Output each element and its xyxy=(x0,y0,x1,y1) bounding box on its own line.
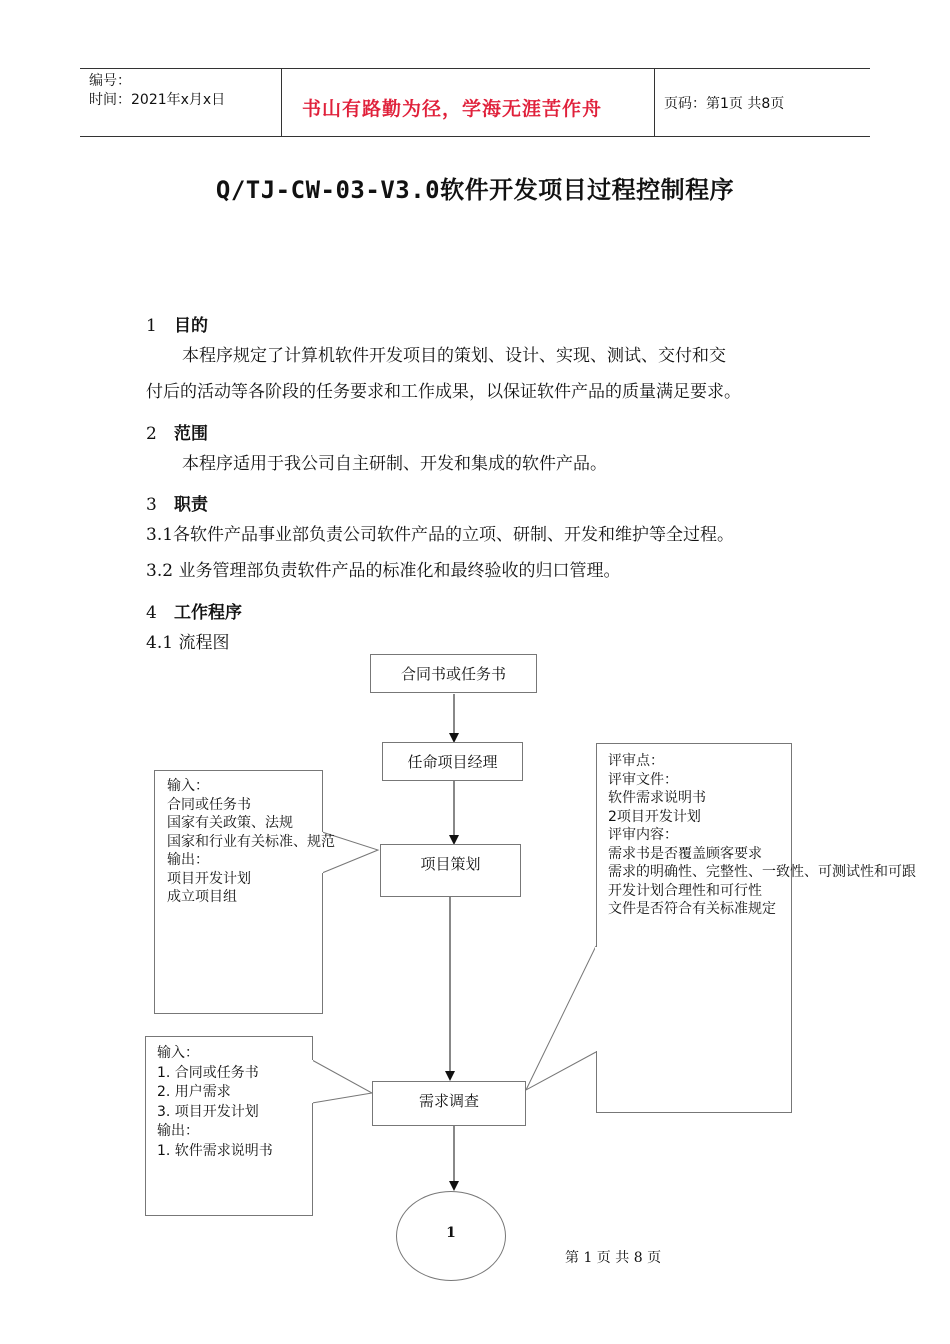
note-line: 需求的明确性、完整性、一致性、可测试性和可跟 xyxy=(608,864,916,880)
note-line: 3. 项目开发计划 xyxy=(157,1103,259,1120)
note-planning-text xyxy=(167,777,335,907)
note-line: 输入： xyxy=(167,778,209,794)
node-requirements: 需求调查 xyxy=(372,1081,526,1126)
page-footer: 第 1 页 共 8 页 xyxy=(565,1250,662,1266)
duty-3-1: 3.1各软件产品事业部负责公司软件产品的立项、研制、开发和维护等全过程。 xyxy=(146,525,735,545)
purpose-line-2: 付后的活动等各阶段的任务要求和工作成果，以保证软件产品的质量满足要求。 xyxy=(146,382,741,402)
section-number: 4 xyxy=(146,603,157,623)
node-contract: 合同书或任务书 xyxy=(370,654,537,693)
note-requirements-text xyxy=(157,1044,273,1161)
section-number: 1 xyxy=(146,316,157,336)
section-title: 职责 xyxy=(174,495,208,515)
note-requirements-right-border-lower xyxy=(312,1103,313,1216)
note-line: 输出： xyxy=(157,1123,199,1139)
header-time-label: 时间：2021年x月x日 xyxy=(89,92,226,108)
note-line: 输入： xyxy=(157,1045,199,1061)
note-requirements-right-border xyxy=(312,1036,313,1060)
note-line: 国家和行业有关标准、规范 xyxy=(167,833,335,850)
callout-pointer-review xyxy=(526,946,596,1090)
node-planning: 项目策划 xyxy=(380,844,521,897)
note-line: 需求书是否覆盖顾客要求 xyxy=(608,845,762,862)
subsection-4-1: 4.1 流程图 xyxy=(146,633,230,653)
note-line: 软件需求说明书 xyxy=(608,790,706,806)
section-title: 目的 xyxy=(174,316,208,336)
section-number: 2 xyxy=(146,424,157,444)
node-connector xyxy=(396,1191,506,1281)
section-title: 范围 xyxy=(174,424,208,444)
scope-text: 本程序适用于我公司自主研制、开发和集成的软件产品。 xyxy=(182,454,607,474)
note-review-border-gap xyxy=(595,947,598,1051)
header-page-info: 页码：第1页 共8页 xyxy=(664,96,785,112)
callout-pointer-requirements xyxy=(312,1060,372,1103)
node-appoint-pm: 任命项目经理 xyxy=(382,742,523,781)
header-motto: 书山有路勤为径，学海无涯苦作舟 xyxy=(302,98,603,120)
note-review-text xyxy=(608,752,916,919)
note-line: 项目开发计划 xyxy=(167,870,251,887)
note-line: 1. 合同或任务书 xyxy=(157,1064,259,1081)
note-line: 1. 软件需求说明书 xyxy=(157,1142,273,1159)
note-line: 评审内容： xyxy=(608,827,678,843)
note-line: 国家有关政策、法规 xyxy=(167,815,293,831)
note-line: 合同或任务书 xyxy=(167,796,251,813)
note-line: 2项目开发计划 xyxy=(608,808,701,825)
duty-3-2: 3.2 业务管理部负责软件产品的标准化和最终验收的归口管理。 xyxy=(146,561,621,581)
connector-label: 1 xyxy=(446,1225,456,1241)
section-title: 工作程序 xyxy=(174,603,242,623)
note-line: 开发计划合理性和可行性 xyxy=(608,882,762,899)
note-line: 评审点： xyxy=(608,753,664,769)
note-line: 文件是否符合有关标准规定 xyxy=(608,901,776,917)
note-line: 输出： xyxy=(167,852,209,868)
note-line: 2. 用户需求 xyxy=(157,1084,231,1100)
section-number: 3 xyxy=(146,495,157,515)
document-title-text: 软件开发项目过程控制程序 xyxy=(440,176,735,204)
note-line: 评审文件： xyxy=(608,771,678,788)
note-line: 成立项目组 xyxy=(167,889,237,905)
purpose-line-1: 本程序规定了计算机软件开发项目的策划、设计、实现、测试、交付和交 xyxy=(182,346,726,366)
document-code: Q/TJ-CW-03-V3.0 xyxy=(215,176,441,204)
header-number-label: 编号： xyxy=(89,73,131,89)
